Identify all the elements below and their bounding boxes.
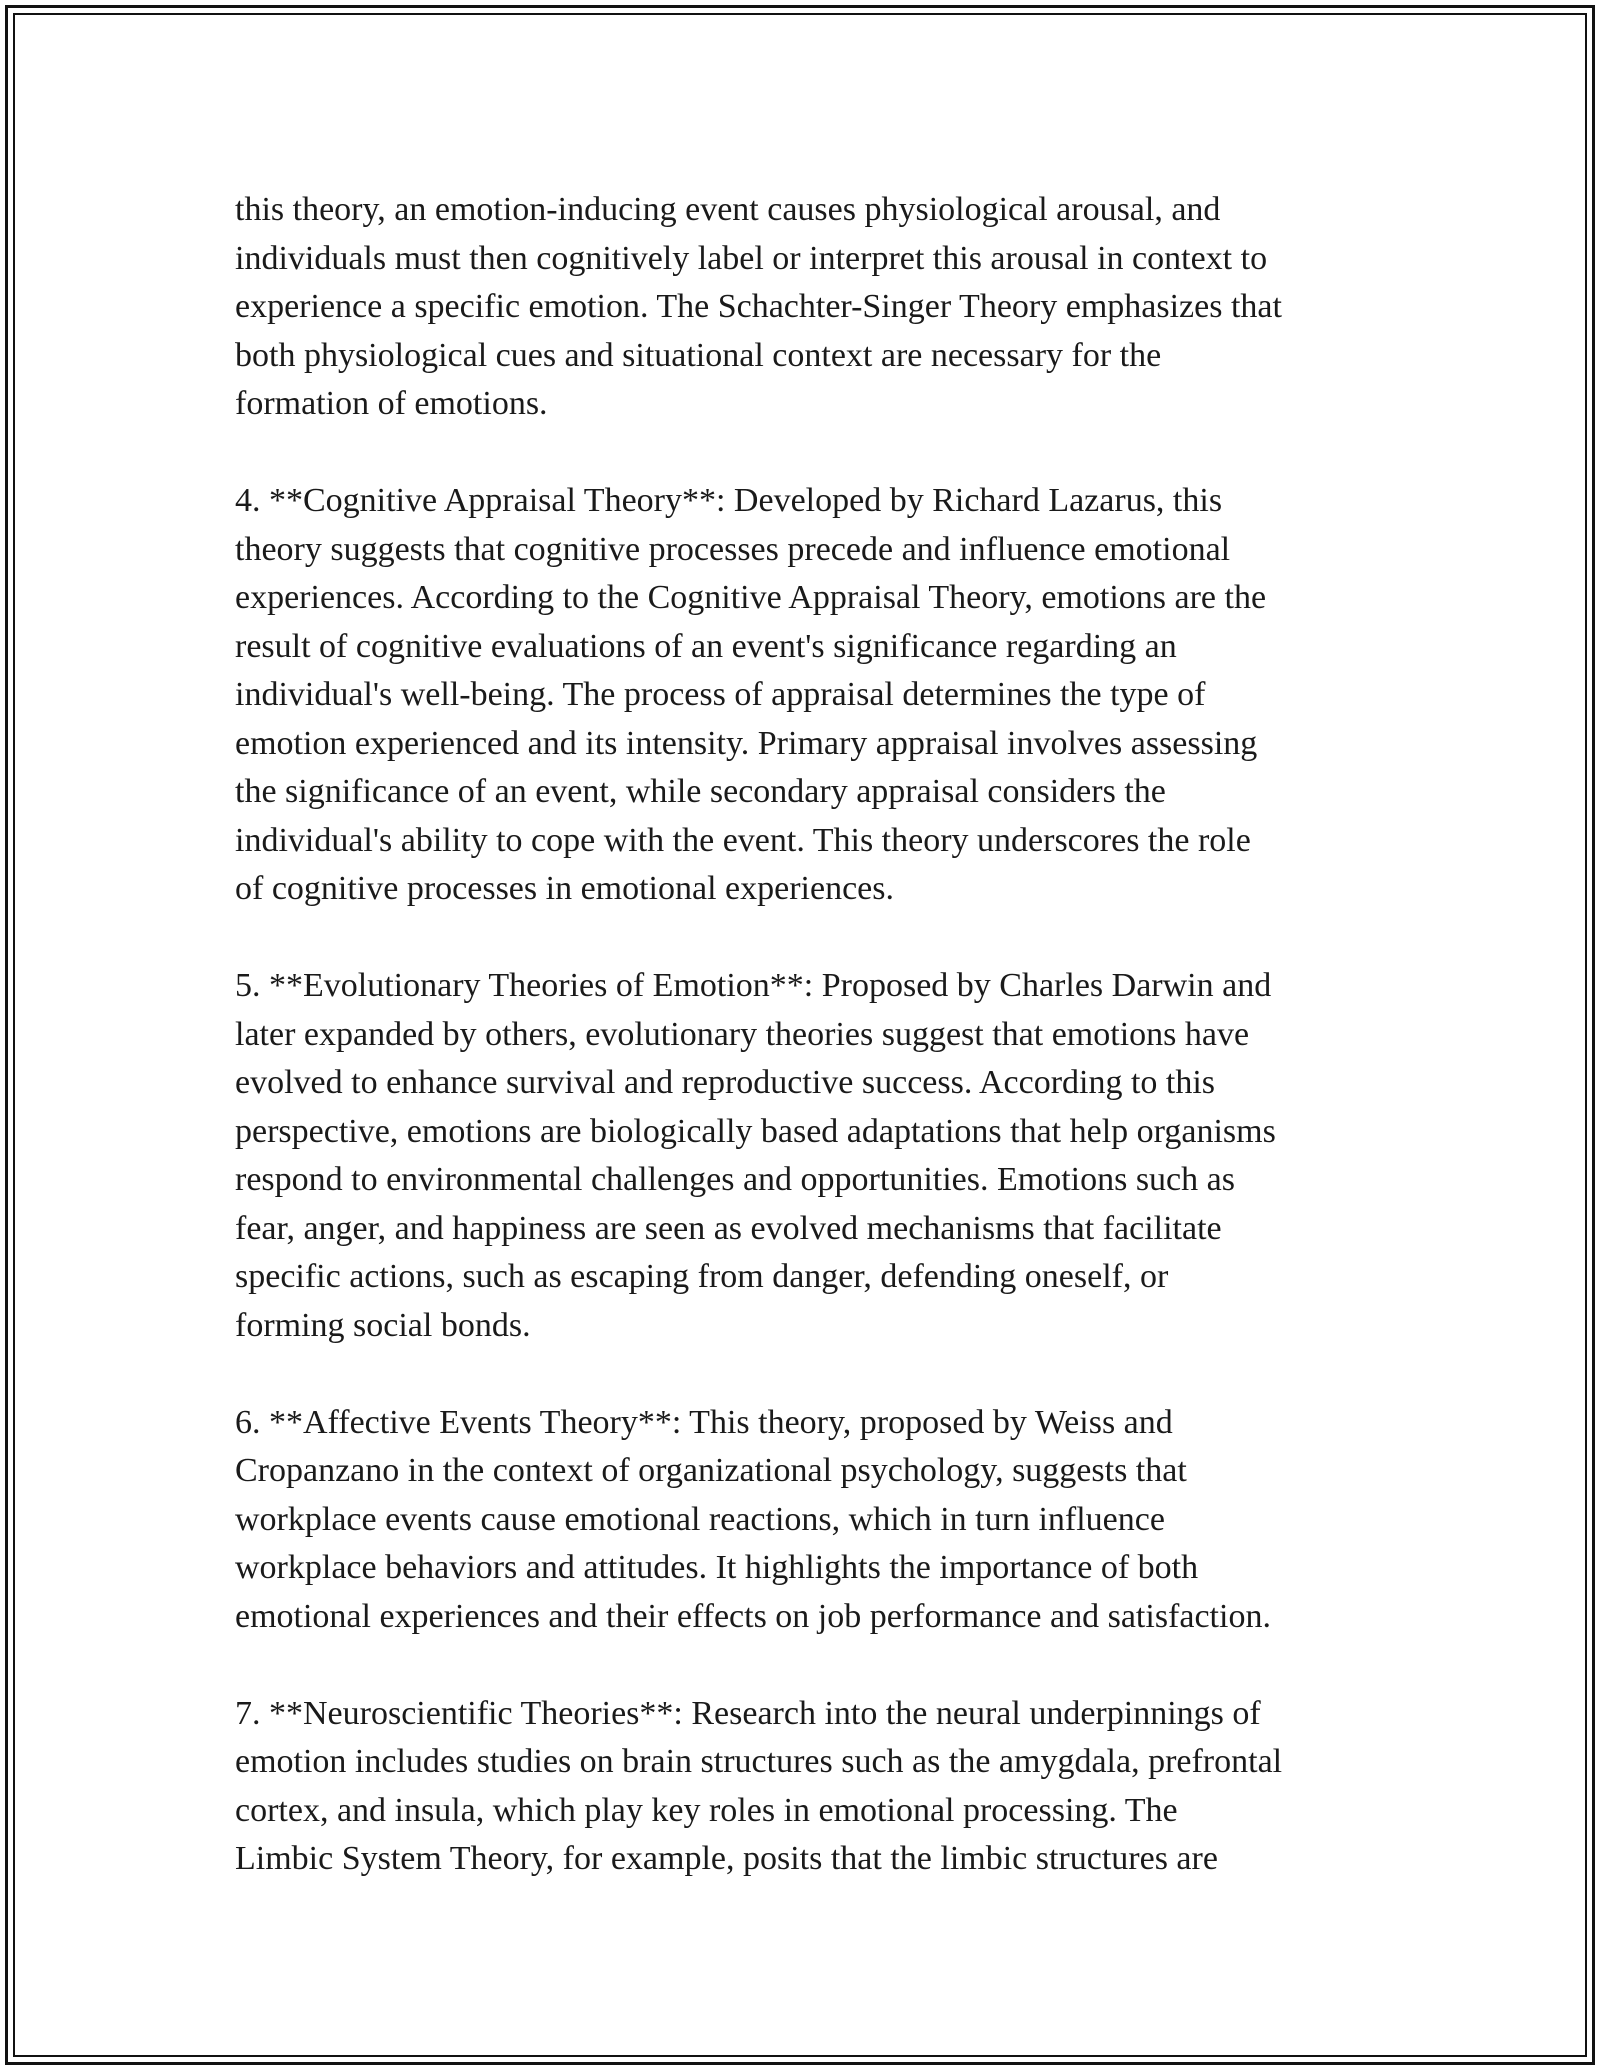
paragraph-evolutionary-theories [235, 962, 1375, 1350]
paragraph-cognitive-appraisal [235, 477, 1375, 914]
text-line: individual's well-being. The process of appraisal determines the type of [235, 676, 1206, 713]
text-line: forming social bonds. [235, 1306, 531, 1344]
text-line: emotion includes studies on brain structures such as the amygdala, prefrontal [235, 1743, 1283, 1780]
text-line: later expanded by others, evolutionary theories suggest that emotions have [235, 1015, 1250, 1053]
text-line: fear, anger, and happiness are seen as evolved mechanisms that facilitate [235, 1209, 1222, 1247]
text-line: Limbic System Theory, for example, posits that the limbic structures are [235, 1840, 1218, 1877]
text-line: theory suggests that cognitive processes precede and influence emotional [235, 530, 1231, 568]
text-line: individual's ability to cope with the event. This theory underscores the role [235, 821, 1251, 859]
text-line: 5. **Evolutionary Theories of Emotion**: Proposed by Charles Darwin and [235, 967, 1272, 1004]
text-line: 4. **Cognitive Appraisal Theory**: Developed by Richard Lazarus, this [235, 482, 1223, 519]
text-line: this theory, an emotion-inducing event causes physiological arousal, and [235, 191, 1221, 228]
text-line: experiences. According to the Cognitive Appraisal Theory, emotions are the [235, 579, 1267, 616]
text-line: workplace events cause emotional reactions, which in turn influence [235, 1500, 1165, 1538]
text-line: evolved to enhance survival and reproductive success. According to this [235, 1064, 1216, 1101]
text-line: result of cognitive evaluations of an event's significance regarding an [235, 627, 1177, 665]
text-line: both physiological cues and situational context are necessary for the [235, 336, 1162, 374]
paragraph-neuroscientific-theories [235, 1690, 1375, 1884]
text-line: of cognitive processes in emotional experiences. [235, 870, 894, 907]
text-line: cortex, and insula, which play key roles in emotional processing. The [235, 1791, 1178, 1829]
text-line: workplace behaviors and attitudes. It highlights the importance of both [235, 1549, 1199, 1586]
text-line: specific actions, such as escaping from danger, defending oneself, or [235, 1258, 1169, 1295]
text-line: formation of emotions. [235, 385, 548, 422]
text-line: experience a specific emotion. The Schachter-Singer Theory emphasizes that [235, 288, 1282, 325]
text-line: individuals must then cognitively label or interpret this arousal in context to [235, 239, 1268, 277]
text-line: respond to environmental challenges and opportunities. Emotions such as [235, 1161, 1235, 1198]
document-body [235, 186, 1375, 1932]
text-line: the significance of an event, while secondary appraisal considers the [235, 773, 1166, 810]
text-line: 7. **Neuroscientific Theories**: Research into the neural underpinnings of [235, 1694, 1261, 1732]
text-line: emotional experiences and their effects on job performance and satisfaction. [235, 1597, 1271, 1635]
text-line: Cropanzano in the context of organizational psychology, suggests that [235, 1452, 1187, 1489]
paragraph-schachter-singer [235, 186, 1375, 429]
text-line: 6. **Affective Events Theory**: This theory, proposed by Weiss and [235, 1403, 1173, 1441]
text-line: emotion experienced and its intensity. Primary appraisal involves assessing [235, 724, 1258, 762]
paragraph-affective-events [235, 1399, 1375, 1642]
text-line: perspective, emotions are biologically based adaptations that help organisms [235, 1112, 1276, 1150]
